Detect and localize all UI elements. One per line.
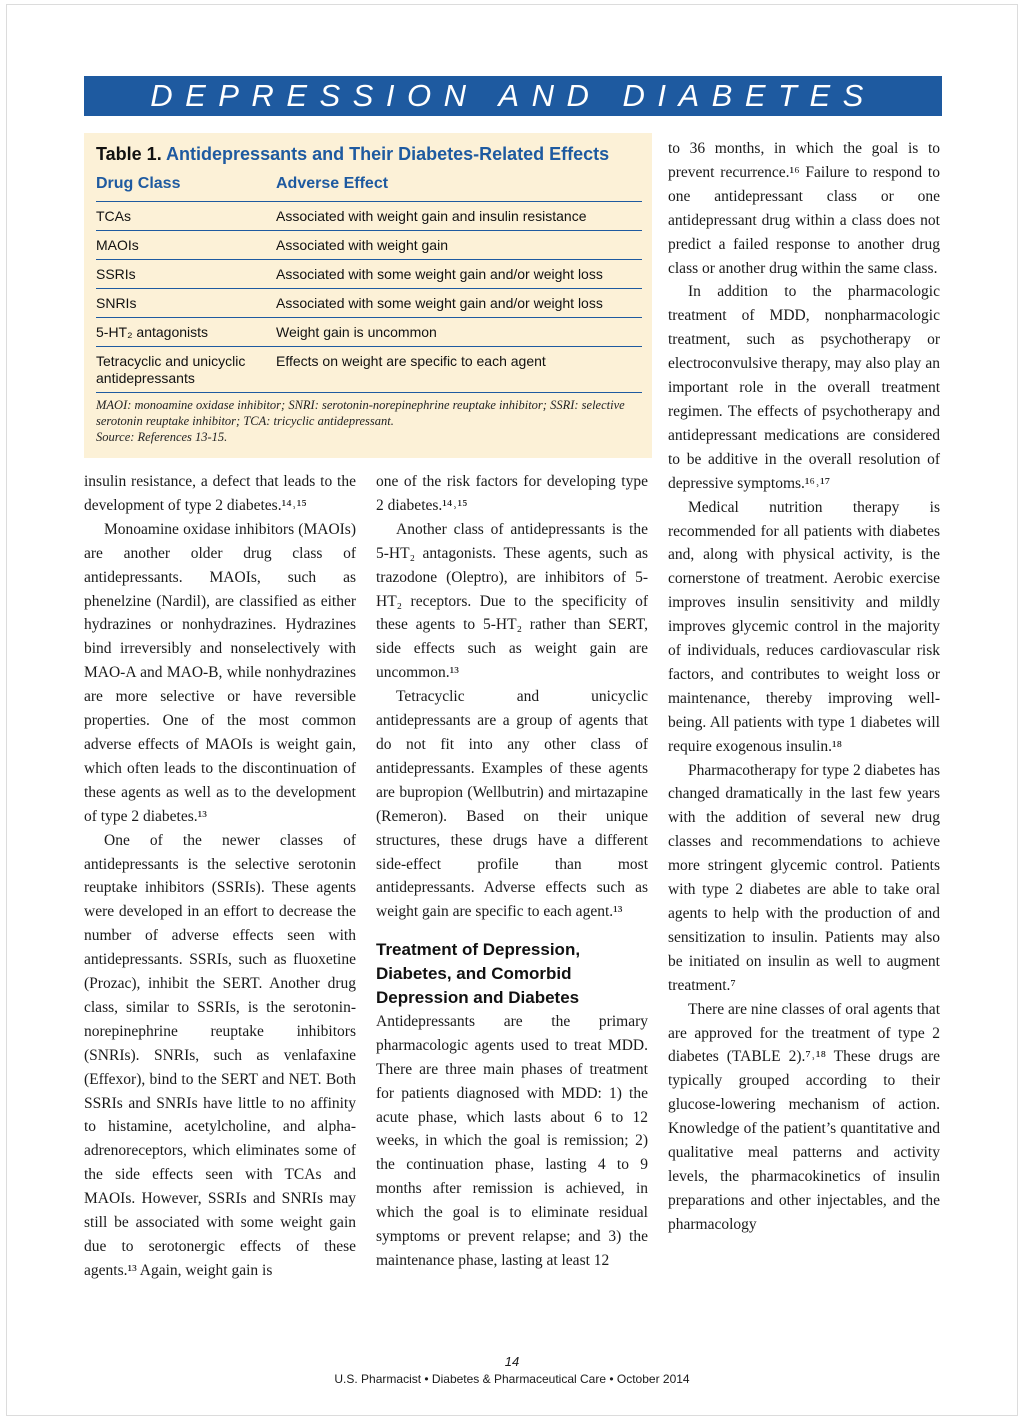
table-row — [96, 318, 642, 347]
table-cell-effect: Associated with weight gain — [276, 237, 448, 253]
paragraph: Antidepressants are the primary pharmacologic agents used to treat MDD. There are three main phases of treatment for patients diagnosed with MDD: 1) the acute phase, which lasts about 6 to 12 weeks, in which the goal is remission; 2) the continuation phase, lasting 4 to 9 months after remission is achieved, in which the goal is to eliminate residual symptoms or prevent relapse; and 3) the maintenance phase, lasting at least 12 — [376, 1012, 648, 1269]
table-row — [96, 260, 642, 289]
table-cell-drug-class: TCAs — [96, 208, 131, 224]
table-label: Table 1. — [96, 144, 162, 164]
paragraph: to 36 months, in which the goal is to prevent recurrence.¹⁶ Failure to respond to one antidepressant class or one antidepressant drug within a class does not predict a failed response to another drug class or another drug within the same class. — [668, 140, 940, 277]
table-row — [96, 289, 642, 318]
table-cell-effect: Effects on weight are specific to each agent — [276, 353, 546, 369]
table-cell-drug-class: SNRIs — [96, 295, 137, 311]
table-cell-drug-class: Tetracyclic and unicyclic antidepressants — [96, 353, 246, 386]
paragraph: There are nine classes of oral agents that are approved for the treatment of type 2 diabetes (TABLE 2).⁷˒¹⁸ These drugs are typically grouped according to their glucose-lowering mechanism of action. Knowledge of the patient’s quantitative and qualitative meal patterns and activity levels, the pharmacokinetics of insulin preparations and other injectables, and the pharmacology — [668, 1000, 940, 1233]
paragraph: In addition to the pharmacologic treatment of MDD, nonpharmacologic treatment, such as psychotherapy or electroconvulsive therapy, may also play an important role in the overall treatment regimen. The effects of psychotherapy and antidepressant medications are considered to be additive in the overall resolution of depressive symptoms.¹⁶˒¹⁷ — [668, 283, 940, 492]
body-column-2 — [376, 470, 648, 1273]
table-abbreviations: MAOI: monoamine oxidase inhibitor; SNRI: serotonin-norepinephrine reuptake inhibitor; SSRI: selective serotonin reuptake inhibitor; TCA: tricyclic antidepressant. — [96, 398, 625, 428]
section-heading: Treatment of Depression, Diabetes, and Comorbid Depression and Diabetes — [376, 940, 581, 1008]
table-cell-drug-class: MAOIs — [96, 237, 139, 253]
paragraph: Pharmacotherapy for type 2 diabetes has changed dramatically in the last few years with the addition of several new drug classes and recommendations to achieve more stringent glycemic control. Patients with type 2 diabetes are able to take oral agents to help with the production of and sensitization to insulin. Patients may also be initiated on insulin as well to augment treatment.⁷ — [668, 761, 940, 994]
table-title — [96, 144, 642, 165]
body-column-1 — [84, 470, 356, 1283]
paragraph: Monoamine oxidase inhibitors (MAOIs) are another older drug class of antidepressants. MAOIs, such as phenelzine (Nardil), are classified as either hydrazines or nonhydrazines. Hydrazines bind irreversibly and nonselectively with MAO-A and MAO-B, while nonhydrazines are more selective or have reversible properties. One of the most common adverse effects of MAOIs is weight gain, which often leads to the discontinuation of these agents as well as to the development of type 2 diabetes.¹³ — [84, 520, 356, 825]
page-number: 14 — [504, 1354, 520, 1369]
table-row — [96, 231, 642, 260]
banner-title: DEPRESSION AND DIABETES — [150, 78, 876, 113]
table-1 — [84, 133, 652, 458]
paragraph: insulin resistance, a defect that leads to the development of type 2 diabetes.¹⁴˒¹⁵ — [84, 473, 356, 514]
table-cell-effect: Associated with some weight gain and/or weight loss — [276, 266, 603, 282]
paragraph: Another class of antidepressants is the 5-HT₂ antagonists. These agents, such as trazodone (Oleptro), are inhibitors of 5-HT₂ receptors. Due to the specificity of these agents to 5-HT₂ rather than SERT, side effects such as weight gain are uncommon.¹³ — [376, 520, 648, 682]
table-cell-effect: Associated with weight gain and insulin resistance — [276, 208, 587, 224]
table-cell-effect: Associated with some weight gain and/or weight loss — [276, 295, 603, 311]
table-row — [96, 347, 642, 393]
header-adverse-effect: Adverse Effect — [276, 175, 389, 192]
paragraph: Medical nutrition therapy is recommended for all patients with diabetes and, along with physical activity, is the cornerstone of treatment. Aerobic exercise improves insulin sensitivity and mildly improves glycemic control in the majority of individuals, reduces cardiovascular risk factors, and contributes to weight loss or maintenance, thereby improving well-being. All patients with type 1 diabetes will require exogenous insulin.¹⁸ — [668, 498, 940, 755]
table-cell-effect: Weight gain is uncommon — [276, 324, 437, 340]
table-footnote — [96, 397, 642, 445]
paragraph: Tetracyclic and unicyclic antidepressants are a group of agents that do not fit into any other class of antidepressants. Examples of these agents are bupropion (Wellbutrin) and mirtazapine (Remeron). Based on their unique structures, these drugs have a different side-effect profile than most antidepressants. Adverse effects such as weight gain are specific to each agent.¹³ — [376, 688, 648, 921]
section-banner — [84, 76, 942, 116]
table-cell-drug-class: 5-HT₂ antagonists — [96, 324, 209, 340]
table-source: Source: References 13-15. — [96, 430, 228, 444]
paragraph: one of the risk factors for developing type 2 diabetes.¹⁴˒¹⁵ — [376, 473, 648, 514]
body-column-3 — [668, 137, 940, 1237]
publication-line: U.S. Pharmacist • Diabetes & Pharmaceutical Care • October 2014 — [334, 1372, 690, 1386]
table-header-row — [96, 175, 642, 202]
header-drug-class: Drug Class — [96, 175, 181, 192]
table-row — [96, 202, 642, 231]
paragraph: One of the newer classes of antidepressants is the selective serotonin reuptake inhibitors (SSRIs). These agents were developed in an effort to decrease the number of adverse effects seen with antidepressants. SSRIs, such as fluoxetine (Prozac), inhibit the SERT. Another drug class, similar to SSRIs, is the serotonin-norepinephrine reuptake inhibitors (SNRIs). SNRIs, such as venlafaxine (Effexor), bind to the SERT and NET. Both SSRIs and SNRIs have little to no affinity to histamine, acetylcholine, and alpha-adrenoreceptors, which eliminates some of the side effects seen with TCAs and MAOIs. However, SSRIs and SNRIs may still be associated with some weight gain due to serotonergic effects of these agents.¹³ Again, weight gain is — [84, 831, 356, 1279]
table-caption: Antidepressants and Their Diabetes-Related Effects — [166, 144, 610, 164]
table-cell-drug-class: SSRIs — [96, 266, 136, 282]
